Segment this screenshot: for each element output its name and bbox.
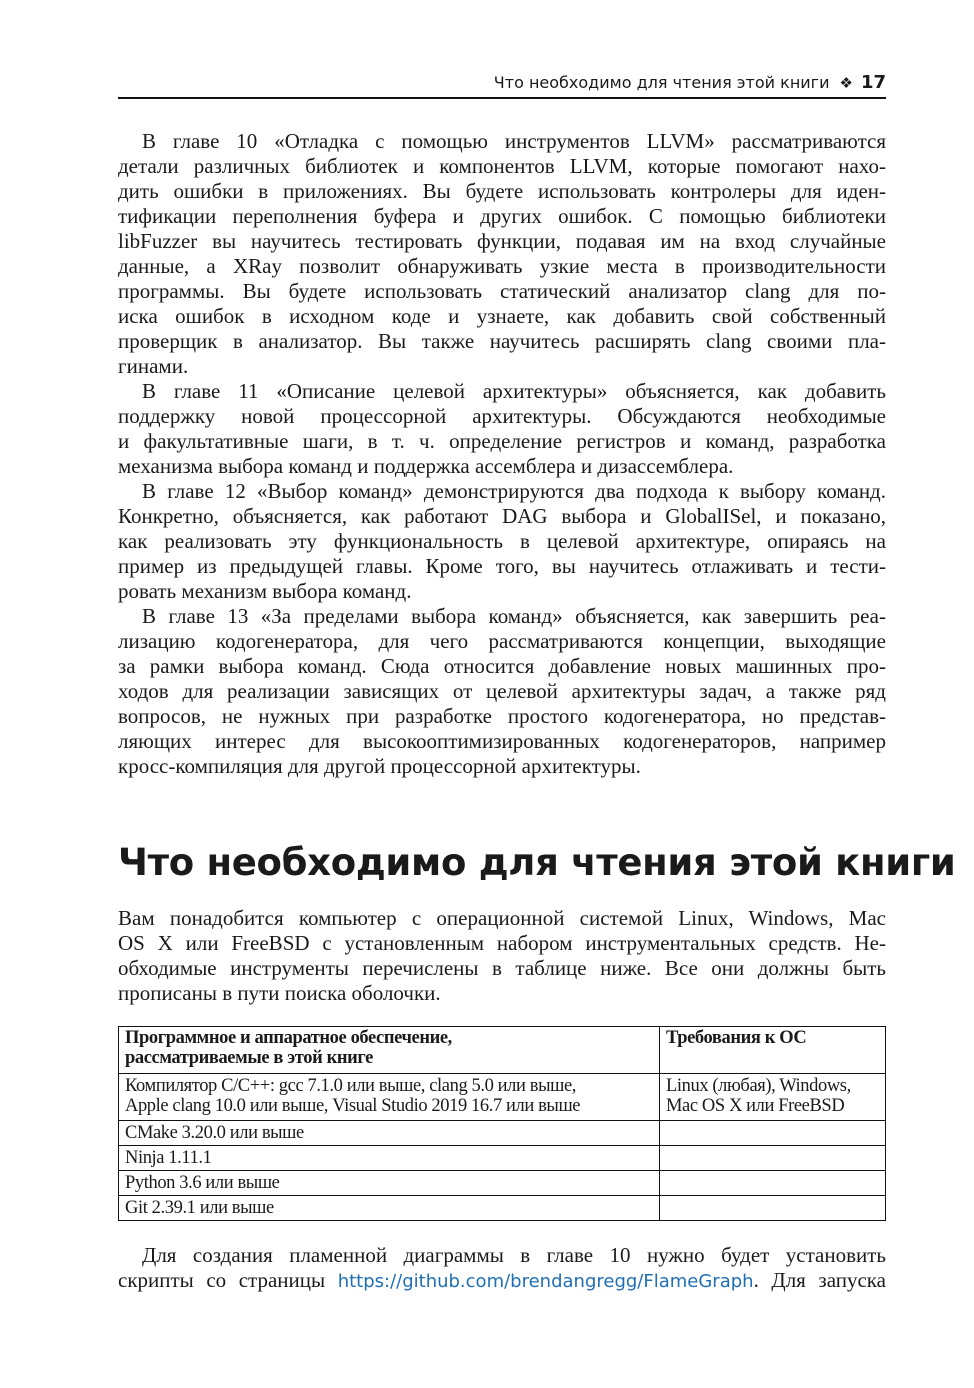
page-number: 17: [860, 72, 886, 93]
header-cell-os: [660, 1027, 886, 1074]
text-line: программы. Вы будете использовать статический анализатор clang для по-: [118, 278, 886, 303]
text-line: Конкретно, объясняется, как работают DAG выбора и GlobalISel, и показано,: [118, 503, 886, 528]
flamegraph-link[interactable]: https://github.com/brendangregg/FlameGraph: [337, 1270, 754, 1292]
requirements-table: [118, 1026, 886, 1221]
header-line: Программное и аппаратное обеспечение,: [125, 1028, 452, 1048]
text-line: ровать механизм выбора команд.: [118, 578, 412, 603]
cell-software: CMake 3.20.0 или выше: [119, 1121, 660, 1146]
header-cell-software: [119, 1027, 660, 1074]
text-line: тификации переполнения буфера и других ошибок. С помощью библиотеки: [118, 203, 886, 228]
table-row: [119, 1196, 886, 1221]
running-header-title: Что необходимо для чтения этой книги: [493, 73, 830, 92]
text-line: OS X или FreeBSD с установленным набором инструментальных средств. Не-: [118, 930, 886, 955]
cell-line: Mac OS X или FreeBSD: [666, 1096, 845, 1116]
text-line: В главе 10 «Отладка с помощью инструментов LLVM» рассматриваются: [142, 128, 886, 153]
text-line: лизацию кодогенератора, для чего рассматриваются концепции, выходящие: [118, 628, 886, 653]
text-line: libFuzzer вы научитесь тестировать функции, подавая им на вход случайные: [118, 228, 886, 253]
table-row: [119, 1121, 886, 1146]
text-line: обходимые инструменты перечислены в таблице ниже. Все они должны быть: [118, 955, 886, 980]
section-paragraph: [118, 906, 886, 1006]
cell-os: [660, 1146, 886, 1171]
intro-text: [118, 129, 886, 779]
text-line: В главе 12 «Выбор команд» демонстрируются два подхода к выбору команд.: [142, 478, 886, 503]
header-line: рассматриваемые в этой книге: [125, 1048, 373, 1068]
text-line: прописаны в пути поиска оболочки.: [118, 980, 441, 1005]
text-line: поддержку новой процессорной архитектуры. Обсуждаются необходимые: [118, 403, 886, 428]
text-line: В главе 11 «Описание целевой архитектуры» объясняется, как добавить: [142, 378, 886, 403]
cell-os: [660, 1074, 886, 1121]
text-line: ляющих интерес для высокооптимизированных кодогенераторов, например: [118, 728, 886, 753]
ornament-icon: ❖: [839, 74, 853, 92]
cell-os: [660, 1171, 886, 1196]
text-line: гинами.: [118, 353, 189, 378]
cell-os: [660, 1196, 886, 1221]
text-line: Для создания пламенной диаграммы в главе 10 нужно будет установить: [142, 1242, 886, 1267]
table-row: [119, 1171, 886, 1196]
cell-software: Git 2.39.1 или выше: [119, 1196, 660, 1221]
text-line: дить ошибки в приложениях. Вы будете использовать контролеры для иден-: [118, 178, 886, 203]
text-line: за рамки выбора команд. Сюда относится добавление новых машинных про-: [118, 653, 886, 678]
text-line: Вам понадобится компьютер с операционной системой Linux, Windows, Mac: [118, 905, 886, 930]
cell-line: Компилятор C/C++: gcc 7.1.0 или выше, clang 5.0 или выше,: [125, 1076, 576, 1096]
text-line: [118, 1268, 886, 1293]
cell-software: Ninja 1.11.1: [119, 1146, 660, 1171]
header-line: Требования к ОС: [666, 1028, 807, 1048]
section-heading: Что необходимо для чтения этой книги: [118, 841, 956, 884]
text-line: механизма выбора команд и поддержка ассемблера и дизассемблера.: [118, 453, 734, 478]
text-line: В главе 13 «За пределами выбора команд» объясняется, как завершить реа-: [142, 603, 886, 628]
text-line: иска ошибок в исходном коде и узнаете, как добавить свой собственный: [118, 303, 886, 328]
table-row: [119, 1074, 886, 1121]
text-line: вопросов, не нужных при разработке простого кодогенератора, но представ-: [118, 703, 886, 728]
text-line: детали различных библиотек и компонентов LLVM, которые помогают нахо-: [118, 153, 886, 178]
cell-os: [660, 1121, 886, 1146]
text-line: и факультативные шаги, в т. ч. определение регистров и команд, разработка: [118, 428, 886, 453]
cell-line: Linux (любая), Windows,: [666, 1076, 851, 1096]
text-line: ходов для реализации зависящих от целевой архитектуры задач, а также ряд: [118, 678, 886, 703]
text-line: данные, а XRay позволит обнаруживать узкие места в производительности: [118, 253, 886, 278]
cell-software: Python 3.6 или выше: [119, 1171, 660, 1196]
cell-line: Apple clang 10.0 или выше, Visual Studio 2019 16.7 или выше: [125, 1096, 581, 1116]
cell-software: [119, 1074, 660, 1121]
running-header: [118, 70, 886, 96]
text-line: кросс-компиляция для другой процессорной архитектуры.: [118, 753, 641, 778]
text-line: пример из предыдущей главы. Кроме того, вы научитесь отлаживать и тести-: [118, 553, 886, 578]
text-line: проверщик в анализатор. Вы также научитесь расширять clang своими пла-: [118, 328, 886, 353]
header-rule: [118, 97, 886, 99]
closing-paragraph: [118, 1243, 886, 1293]
table-row: [119, 1146, 886, 1171]
text-line: как реализовать эту функциональность в целевой архитектуре, опираясь на: [118, 528, 886, 553]
text-span: . Для запуска: [753, 1267, 887, 1292]
text-span: скрипты со страницы: [118, 1267, 326, 1292]
table-header-row: [119, 1027, 886, 1074]
